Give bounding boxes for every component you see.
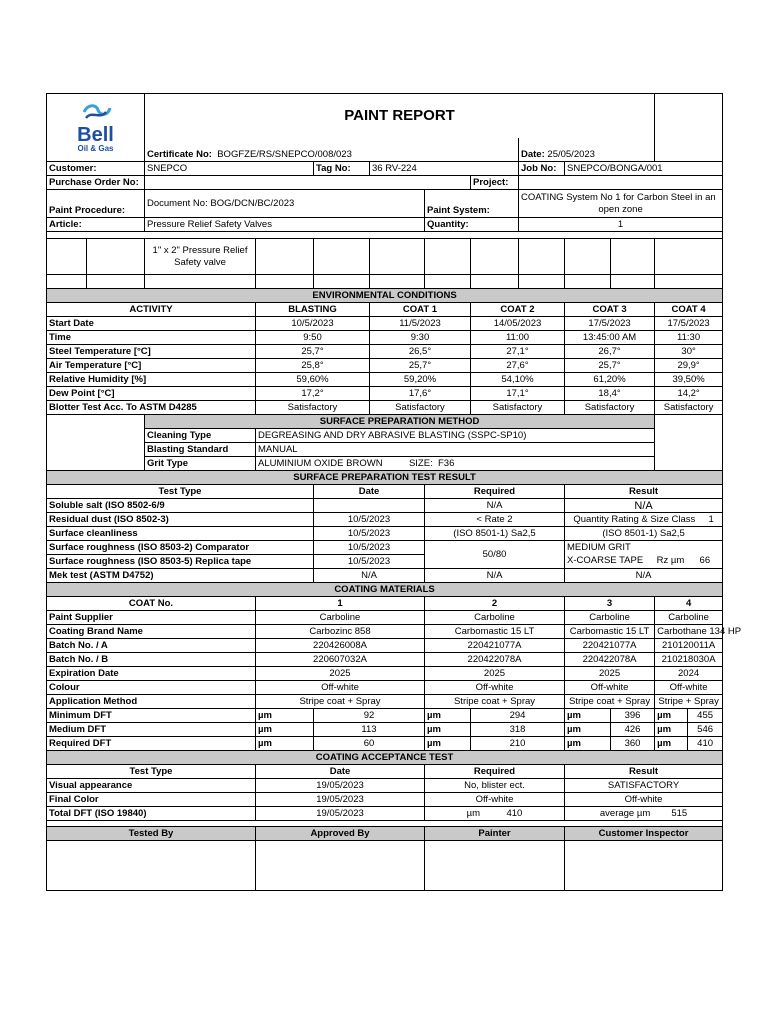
coat-row-value: 220422078A (425, 653, 565, 667)
dft-value: 455 (688, 709, 723, 723)
report-date (519, 138, 655, 162)
accept-row (47, 793, 723, 807)
prep-test-header-type: Test Type (47, 485, 314, 499)
item-cell (47, 275, 87, 289)
env-row-value: 9:50 (256, 331, 370, 345)
env-row (47, 345, 723, 359)
coat-row-value: Carbomastic 15 LT (425, 625, 565, 639)
env-row (47, 331, 723, 345)
coat-row-value: Carbomastic 15 LT (565, 625, 655, 639)
dft-unit: µm (425, 723, 471, 737)
prep-test-header-date: Date (314, 485, 425, 499)
coat-row-value: Off-white (655, 681, 723, 695)
prep-test-label: Surface cleanliness (47, 527, 314, 541)
spacer-row (47, 232, 723, 239)
prep-test-label: Soluble salt (ISO 8502-6/9 (47, 499, 314, 513)
dft-unit: µm (655, 723, 688, 737)
env-row-value: 17/5/2023 (655, 317, 723, 331)
env-row-value: 25,7° (370, 359, 471, 373)
item-cell (565, 239, 611, 275)
env-row-value: 11:00 (471, 331, 565, 345)
env-row (47, 359, 723, 373)
dft-rows (47, 709, 723, 751)
dft-row (47, 709, 723, 723)
coat-row (47, 667, 723, 681)
item-cell (256, 239, 314, 275)
customer-value: SNEPCO (145, 162, 314, 176)
env-row-value: 14/05/2023 (471, 317, 565, 331)
coat-header-no: COAT No. (47, 597, 256, 611)
coat-row (47, 653, 723, 667)
prep-value: ALUMINIUM OXIDE BROWN SIZE: F36 (256, 457, 655, 471)
coat-row-value: 2025 (565, 667, 655, 681)
item-cell (370, 239, 425, 275)
customer-inspector-signature-box[interactable] (565, 841, 723, 891)
coat-row-value: Off-white (425, 681, 565, 695)
env-row-label: Start Date (47, 317, 256, 331)
po-value (145, 176, 471, 190)
painter-header: Painter (425, 827, 565, 841)
coat-row-value: Off-white (565, 681, 655, 695)
dft-value: 318 (471, 723, 565, 737)
prep-label: Cleaning Type (145, 429, 256, 443)
dft-row (47, 737, 723, 751)
item-desc-line1: 1" x 2" Pressure Relief (152, 244, 248, 256)
prep-value: MANUAL (256, 443, 655, 457)
env-row-value: 17/5/2023 (565, 317, 655, 331)
coat-row-value: Stripe coat + Spray (256, 695, 425, 709)
prep-test-date (314, 499, 425, 513)
env-section-header: ENVIRONMENTAL CONDITIONS (47, 289, 723, 303)
coat-row-value: Carboline (565, 611, 655, 625)
env-row-value: 11/5/2023 (370, 317, 471, 331)
coat-header-4: 4 (655, 597, 723, 611)
prep-test-required: N/A (425, 499, 565, 513)
dft-unit: µm (425, 737, 471, 751)
item-cell (314, 275, 370, 289)
env-row-value: Satisfactory (256, 401, 370, 415)
coat-header-3: 3 (565, 597, 655, 611)
job-label: Job No: (519, 162, 565, 176)
tested-by-header: Tested By (47, 827, 256, 841)
coat-row-value: Carbothane 134 HP (655, 625, 723, 639)
coat-row-label: Application Method (47, 695, 256, 709)
prep-label: Blasting Standard (145, 443, 256, 457)
prep-section-header: SURFACE PREPARATION METHOD (145, 415, 655, 429)
accept-header-type: Test Type (47, 765, 256, 779)
system-value-line2: open zone (598, 203, 643, 215)
coat-row-value: Stripe coat + Spray (565, 695, 655, 709)
env-header-blasting: BLASTING (256, 303, 370, 317)
env-row-label: Relative Humidity [%] (47, 373, 256, 387)
accept-date: 19/05/2023 (256, 779, 425, 793)
env-row-label: Blotter Test Acc. To ASTM D4285 (47, 401, 256, 415)
accept-required: µm 410 (425, 807, 565, 821)
accept-row (47, 779, 723, 793)
coat-row (47, 695, 723, 709)
system-label: Paint System: (425, 190, 519, 218)
coat-header-1: 1 (256, 597, 425, 611)
prep-test-required: (ISO 8501-1) Sa2,5 (425, 527, 565, 541)
accept-row (47, 807, 723, 821)
item-cell (519, 275, 565, 289)
prep-value: DEGREASING AND DRY ABRASIVE BLASTING (SSPC-SP10) (256, 429, 655, 443)
coat-row-value: 2025 (256, 667, 425, 681)
prep-test-header-result: Result (565, 485, 723, 499)
coat-rows (47, 611, 742, 709)
item-cell (314, 239, 370, 275)
prep-left-gap (47, 415, 145, 471)
dft-value: 92 (314, 709, 425, 723)
coat-row-value: Carbozinc 858 (256, 625, 425, 639)
env-row-value: 9:30 (370, 331, 471, 345)
coat-row-label: Paint Supplier (47, 611, 256, 625)
item-cell (655, 275, 723, 289)
coat-row-value: 2024 (655, 667, 723, 681)
approved-by-header: Approved By (256, 827, 425, 841)
quantity-label: Quantity: (425, 218, 519, 232)
coat-row-value: 220607032A (256, 653, 425, 667)
dft-row-label: Minimum DFT (47, 709, 256, 723)
procedure-label: Paint Procedure: (47, 190, 145, 218)
quantity-value: 1 (519, 218, 723, 232)
env-row-value: 17,6° (370, 387, 471, 401)
item-description (145, 239, 256, 275)
env-row-label: Air Temperature [°C] (47, 359, 256, 373)
report-title: PAINT REPORT (145, 94, 655, 138)
logo-subtitle: Oil & Gas (77, 144, 114, 153)
prep-test-result: N/A (565, 499, 723, 513)
env-row (47, 401, 723, 415)
env-row-value: 25,7° (565, 359, 655, 373)
accept-required: No, blister ect. (425, 779, 565, 793)
dft-unit: µm (256, 709, 314, 723)
env-row-value: 17,1° (471, 387, 565, 401)
env-row-label: Dew Point [°C] (47, 387, 256, 401)
dft-row-label: Medium DFT (47, 723, 256, 737)
item-cell (611, 239, 655, 275)
header-blank-cell (655, 94, 723, 162)
item-cell (471, 239, 519, 275)
dft-unit: µm (256, 723, 314, 737)
env-row (47, 373, 723, 387)
prep-test-result: (ISO 8501-1) Sa2,5 (565, 527, 723, 541)
env-row-value: 27,6° (471, 359, 565, 373)
po-label: Purchase Order No: (47, 176, 145, 190)
env-header-coat1: COAT 1 (370, 303, 471, 317)
prep-test-date: 10/5/2023 (314, 527, 425, 541)
accept-required: Off-white (425, 793, 565, 807)
item-cell (519, 239, 565, 275)
dft-value: 60 (314, 737, 425, 751)
accept-date: 19/05/2023 (256, 807, 425, 821)
env-header-coat2: COAT 2 (471, 303, 565, 317)
system-value (519, 190, 723, 218)
article-value: Pressure Relief Safety Valves (145, 218, 425, 232)
item-cell (370, 275, 425, 289)
dft-value: 210 (471, 737, 565, 751)
dft-row-label: Required DFT (47, 737, 256, 751)
env-row-label: Steel Temperature [°C] (47, 345, 256, 359)
env-row-value: 30° (655, 345, 723, 359)
accept-label: Final Color (47, 793, 256, 807)
prep-label: Grit Type (145, 457, 256, 471)
prep-test-required: N/A (425, 569, 565, 583)
logo-word: Bell (77, 124, 114, 146)
item-cell (87, 239, 145, 275)
env-row-value: 26,5° (370, 345, 471, 359)
article-label: Article: (47, 218, 145, 232)
item-cell (47, 239, 87, 275)
item-desc-line2: Safety valve (174, 256, 226, 268)
coat-row-value: 220421077A (425, 639, 565, 653)
env-row-value: 25,8° (256, 359, 370, 373)
prep-test-label: Residual dust (ISO 8502-3) (47, 513, 314, 527)
env-row-value: Satisfactory (471, 401, 565, 415)
rz-unit: µm (670, 555, 685, 567)
prep-test-required: 50/80 (425, 541, 565, 569)
env-row-value: Satisfactory (565, 401, 655, 415)
prep-test-section-header: SURFACE PREPARATION TEST RESULT (47, 471, 723, 485)
accept-result: average µm 515 (565, 807, 723, 821)
env-row-value: 10/5/2023 (256, 317, 370, 331)
prep-test-label: Surface roughness (ISO 8503-2) Comparator (47, 541, 314, 555)
item-cell (565, 275, 611, 289)
env-row-value: 18,4° (565, 387, 655, 401)
dft-unit: µm (565, 737, 611, 751)
coat-row-value: Carboline (425, 611, 565, 625)
painter-signature-box[interactable] (425, 841, 565, 891)
env-header-coat3: COAT 3 (565, 303, 655, 317)
dft-unit: µm (425, 709, 471, 723)
env-row (47, 387, 723, 401)
paint-report-sheet (46, 93, 742, 891)
dft-value: 396 (611, 709, 655, 723)
dft-unit: µm (655, 737, 688, 751)
accept-label: Total DFT (ISO 19840) (47, 807, 256, 821)
coat-row-value: Carboline (655, 611, 723, 625)
dft-value: 426 (611, 723, 655, 737)
coat-row-label: Batch No. / B (47, 653, 256, 667)
coat-row-label: Batch No. / A (47, 639, 256, 653)
certificate-value: BOGFZE/RS/SNEPCO/008/023 (217, 149, 352, 160)
env-row-value: 25,7° (256, 345, 370, 359)
prep-test-required: < Rate 2 (425, 513, 565, 527)
item-cell (145, 275, 256, 289)
coat-row-value: Off-white (256, 681, 425, 695)
env-row-value: 26,7° (565, 345, 655, 359)
accept-rows (47, 779, 723, 821)
prep-test-result: X-COARSE TAPE (565, 555, 655, 569)
env-row-value: 27,1° (471, 345, 565, 359)
accept-label: Visual appearance (47, 779, 256, 793)
accept-result: SATISFACTORY (565, 779, 723, 793)
coat-row-label: Coating Brand Name (47, 625, 256, 639)
customer-inspector-header: Customer Inspector (565, 827, 723, 841)
date-value: 25/05/2023 (547, 149, 595, 160)
coat-row (47, 611, 723, 625)
env-row-value: 59,60% (256, 373, 370, 387)
coat-row-value: Stripe + Spray (655, 695, 723, 709)
prep-right-gap (655, 415, 723, 471)
env-row-value: 29,9° (655, 359, 723, 373)
coat-row-value: Carboline (256, 611, 425, 625)
prep-test-date: 10/5/2023 (314, 541, 425, 555)
accept-header-result: Result (565, 765, 723, 779)
project-label: Project: (471, 176, 519, 190)
item-cell (256, 275, 314, 289)
dft-value: 410 (688, 737, 723, 751)
dft-unit: µm (565, 723, 611, 737)
env-rows (47, 317, 723, 415)
accept-header-date: Date (256, 765, 425, 779)
dft-unit: µm (256, 737, 314, 751)
prep-test-date: 10/5/2023 (314, 513, 425, 527)
dft-row (47, 723, 723, 737)
env-row-value: 39,50% (655, 373, 723, 387)
tested-by-signature-box[interactable] (47, 841, 256, 891)
prep-test-result: Quantity Rating & Size Class 1 (565, 513, 723, 527)
env-row-value: 61,20% (565, 373, 655, 387)
env-row-value: 11:30 (655, 331, 723, 345)
prep-test-label: Mek test (ASTM D4752) (47, 569, 314, 583)
project-value (519, 176, 723, 190)
item-cell (87, 275, 145, 289)
rz-label: Rz (656, 555, 669, 567)
company-logo (47, 94, 145, 162)
accept-header-required: Required (425, 765, 565, 779)
coat-row (47, 639, 723, 653)
env-row-value: Satisfactory (370, 401, 471, 415)
item-cell (425, 275, 471, 289)
env-row-value: Satisfactory (655, 401, 723, 415)
prep-test-result: N/A (565, 569, 723, 583)
item-cell (471, 275, 519, 289)
accept-date: 19/05/2023 (256, 793, 425, 807)
system-value-line1: COATING System No 1 for Carbon Steel in an (521, 191, 716, 203)
certificate-label: Certificate No: (147, 149, 212, 160)
approved-by-signature-box[interactable] (256, 841, 425, 891)
coat-row (47, 625, 723, 639)
certificate-no (145, 138, 519, 162)
dft-value: 546 (688, 723, 723, 737)
coat-row-label: Colour (47, 681, 256, 695)
prep-test-label: Surface roughness (ISO 8503-5) Replica tape (47, 555, 314, 569)
env-header-activity: ACTIVITY (47, 303, 256, 317)
item-cell (425, 239, 471, 275)
env-row-label: Time (47, 331, 256, 345)
dft-unit: µm (565, 709, 611, 723)
dft-value: 360 (611, 737, 655, 751)
env-row-value: 13:45:00 AM (565, 331, 655, 345)
coat-row-value: 210218030A (655, 653, 723, 667)
job-value: SNEPCO/BONGA/001 (565, 162, 723, 176)
dft-value: 294 (471, 709, 565, 723)
prep-test-date: N/A (314, 569, 425, 583)
coat-row-label: Expiration Date (47, 667, 256, 681)
tag-value: 36 RV-224 (370, 162, 519, 176)
procedure-value: Document No: BOG/DCN/BC/2023 (145, 190, 425, 218)
accept-result: Off-white (565, 793, 723, 807)
env-row-value: 59,20% (370, 373, 471, 387)
accept-section-header: COATING ACCEPTANCE TEST (47, 751, 723, 765)
coat-row-value: 220426008A (256, 639, 425, 653)
coat-row-value: 2025 (425, 667, 565, 681)
prep-test-header-required: Required (425, 485, 565, 499)
item-cell (611, 275, 655, 289)
coat-row-value: 210120011A (655, 639, 723, 653)
coat-row (47, 681, 723, 695)
rz-value: 66 (688, 555, 723, 569)
dft-value: 113 (314, 723, 425, 737)
item-cell (655, 239, 723, 275)
date-label: Date: (521, 149, 545, 160)
customer-label: Customer: (47, 162, 145, 176)
coat-section-header: COATING MATERIALS (47, 583, 723, 597)
env-row-value: 17,2° (256, 387, 370, 401)
env-header-coat4: COAT 4 (655, 303, 723, 317)
coat-row-value: 220422078A (565, 653, 655, 667)
tag-label: Tag No: (314, 162, 370, 176)
dft-unit: µm (655, 709, 688, 723)
env-row (47, 317, 723, 331)
bell-logo-icon (76, 102, 116, 122)
coat-header-2: 2 (425, 597, 565, 611)
env-row-value: 14,2° (655, 387, 723, 401)
coat-row-value: Stripe coat + Spray (425, 695, 565, 709)
env-row-value: 54,10% (471, 373, 565, 387)
prep-test-date: 10/5/2023 (314, 555, 425, 569)
coat-row-value: 220421077A (565, 639, 655, 653)
prep-test-result: MEDIUM GRIT (565, 541, 723, 555)
rz-reading (655, 555, 688, 569)
